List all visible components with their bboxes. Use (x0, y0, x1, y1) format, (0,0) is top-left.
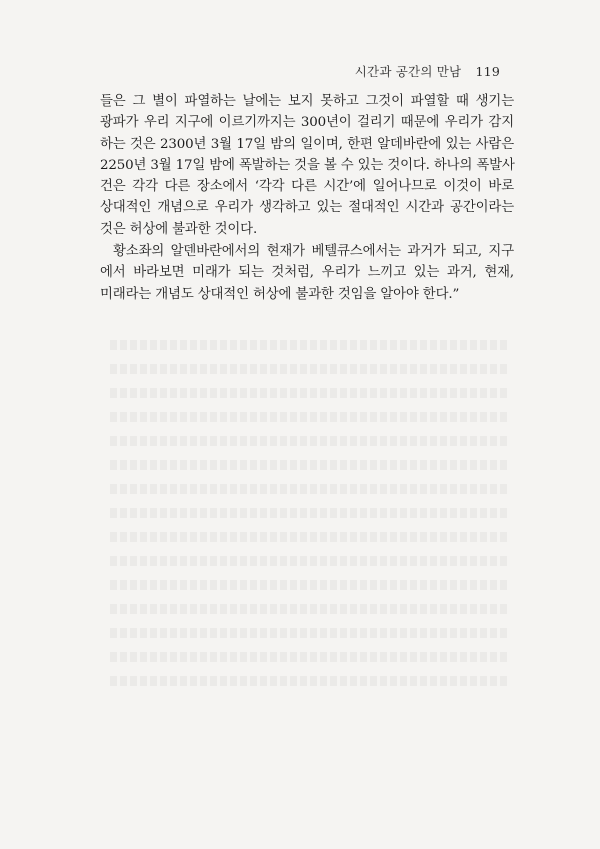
running-head (355, 62, 500, 80)
text-line: 하는 것은 2300년 3월 17일 밤의 일이며, 한편 알데바란에 있는 사람은 (100, 136, 514, 152)
text-line: 들은 그 별이 파열하는 날에는 보지 못하고 그것이 파열할 때 생기는 (100, 94, 514, 109)
text-line: 에서 바라보면 미래가 되는 것처럼, 우리가 느끼고 있는 과거, 현재, (100, 265, 514, 281)
body-text (100, 91, 514, 305)
text-line: 상대적인 개념으로 우리가 생각하고 있는 절대적인 시간과 공간이라는 (100, 200, 514, 216)
text-line: 건은 각각 다른 장소에서 ‘각각 다른 시간’에 일어나므로 이것이 바로 (100, 179, 514, 195)
text-line: 광파가 우리 지구에 이르기까지는 300년이 걸리기 때문에 우리가 감지 (100, 115, 514, 131)
running-head-title: 시간과 공간의 만남 (354, 64, 462, 79)
text-line: 황소좌의 알덴바란에서의 현재가 베텔큐스에서는 과거가 되고, 지구 (113, 244, 514, 260)
text-line: 것은 허상에 불과한 것이다. (100, 221, 258, 237)
text-line: 2250년 3월 17일 밤에 폭발하는 것을 볼 수 있는 것이다. 하나의 폭발사 (100, 157, 515, 173)
text-line: 미래라는 개념도 상대적인 허상에 불과한 것임을 알아야 한다.” (100, 286, 460, 302)
page-number: 119 (475, 64, 500, 79)
show-through-text (110, 340, 510, 700)
